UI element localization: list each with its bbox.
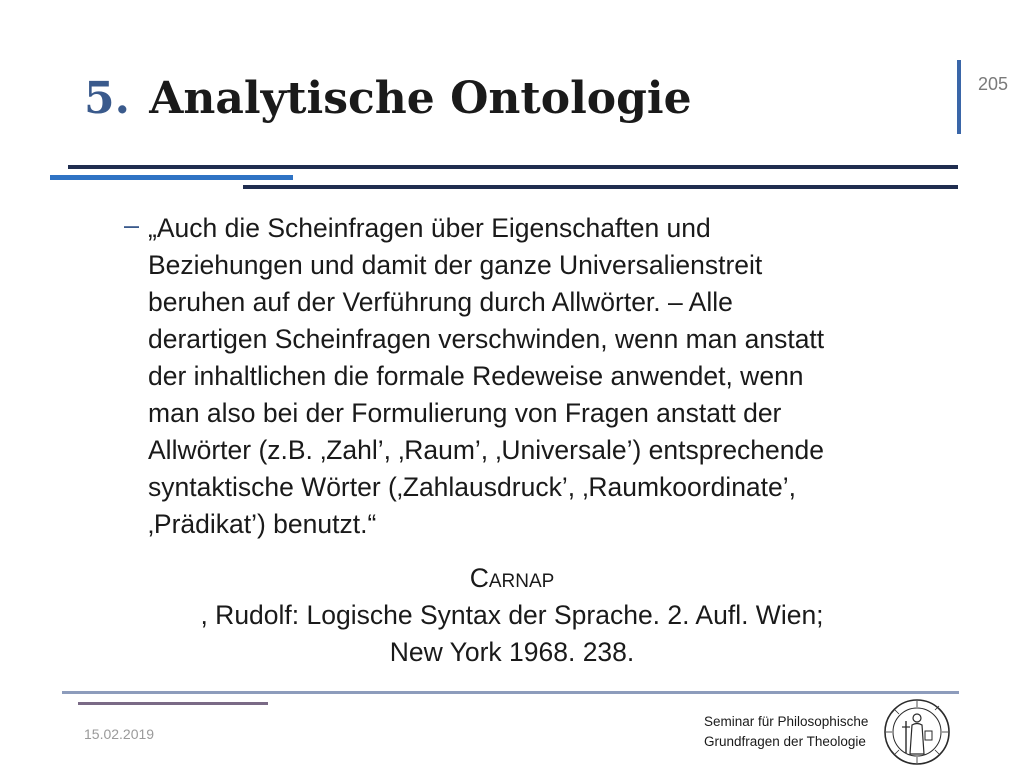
quote-line: Beziehungen und damit der ganze Universalienstreit	[148, 250, 763, 280]
quote-line: man also bei der Formulierung von Fragen anstatt der	[148, 398, 782, 428]
header-rule-bottom	[243, 185, 958, 189]
citation-line-2: New York 1968. 238.	[389, 637, 635, 667]
footer-rule	[62, 691, 959, 694]
quote-line: der inhaltlichen die formale Redeweise anwendet, wenn	[148, 361, 804, 391]
quote-line: syntaktische Wörter (‚Zahlausdruck’, ‚Raumkoordinate’,	[148, 472, 797, 502]
quote-line: Allwörter (z.B. ‚Zahl’, ‚Raum’, ‚Universale’) entsprechende	[148, 435, 824, 465]
seminar-line-2: Grundfragen der Theologie	[704, 734, 866, 749]
citation-line-1	[0, 560, 1024, 634]
title-text: Analytische Ontologie	[149, 73, 692, 124]
seminar-name	[704, 712, 868, 752]
citation-author: Carnap	[469, 563, 555, 593]
slide-title	[84, 68, 692, 130]
quote-line: ‚Prädikat’) benutzt.“	[148, 509, 377, 539]
seminar-line-1: Seminar für Philosophische	[704, 714, 869, 729]
quote-line: beruhen auf der Verführung durch Allwörter. – Alle	[148, 287, 733, 317]
quote-text	[148, 210, 968, 543]
quote-line: derartigen Scheinfragen verschwinden, wenn man anstatt	[148, 324, 825, 354]
page-number: 205	[978, 74, 1009, 94]
title-number: 5.	[84, 73, 130, 124]
page-number-bar	[957, 60, 961, 134]
citation	[0, 560, 1024, 671]
bullet-dash: –	[124, 210, 140, 240]
footer-date: 15.02.2019	[84, 726, 155, 742]
citation-text: , Rudolf: Logische Syntax der Sprache. 2. Aufl. Wien;	[200, 600, 824, 630]
university-seal-icon	[882, 697, 952, 767]
quote-line: „Auch die Scheinfragen über Eigenschaften und	[148, 213, 711, 243]
header-rule-accent	[50, 175, 293, 180]
header-rule-top	[68, 165, 958, 169]
footer-rule-accent	[78, 702, 268, 705]
